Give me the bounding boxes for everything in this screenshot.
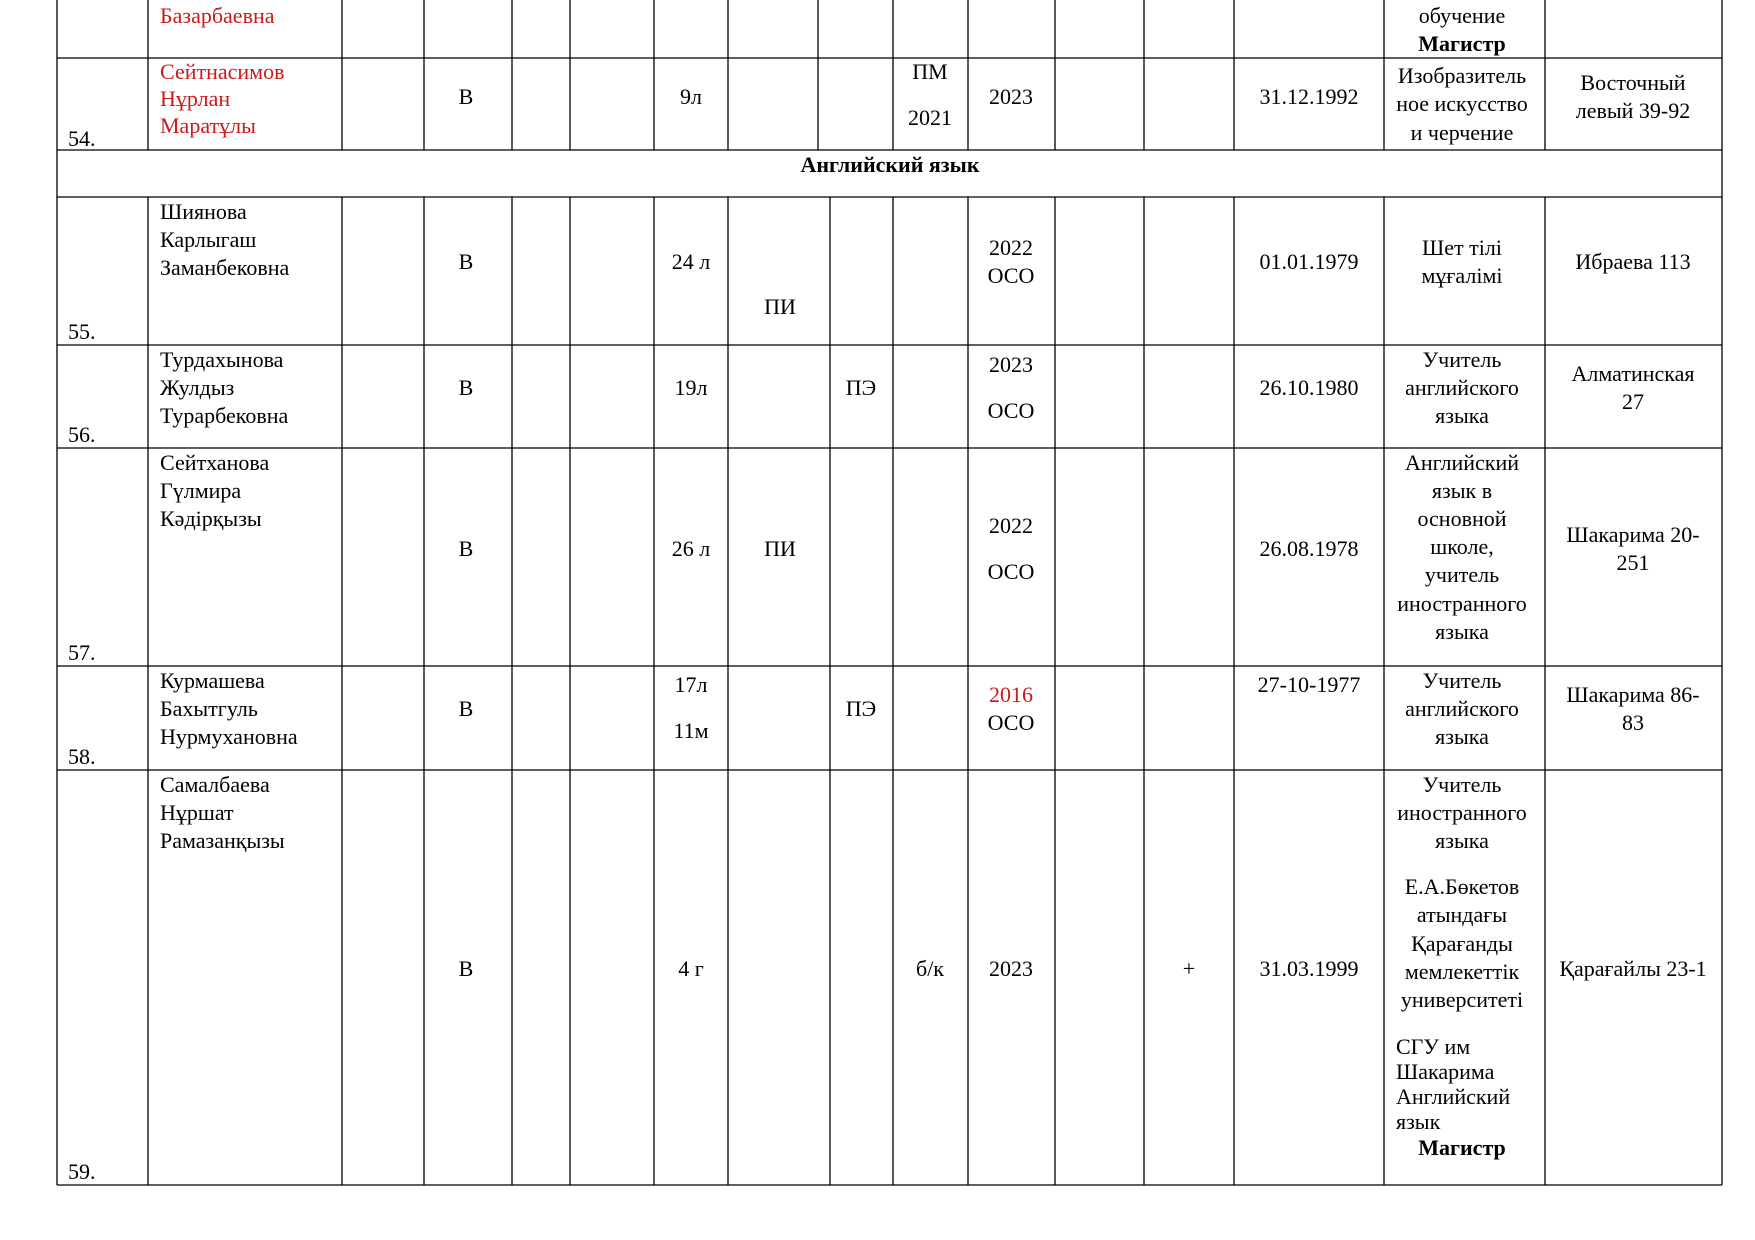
experience: 24 л [671,249,711,274]
specialty: Английский [1404,450,1520,475]
teacher-name: Базарбаевна [160,3,275,28]
degree: Магистр [1418,1135,1506,1160]
experience: 9л [680,84,702,109]
row-number: 59. [68,1159,96,1184]
row-number: 56. [68,422,96,447]
attestation-type: ОСО [987,263,1035,288]
attestation-year: 2022 [989,235,1033,260]
teacher-name-surname: Курмашева [160,668,265,693]
birth-date: 26.10.1980 [1259,375,1359,400]
birth-date: 01.01.1979 [1259,249,1359,274]
course-year: 2021 [908,105,952,130]
attestation-year: 2022 [989,513,1033,538]
row-number: 55. [68,319,96,344]
specialty: ное искусство [1396,91,1528,116]
address: 27 [1622,389,1644,414]
birth-date: 31.03.1999 [1259,956,1359,981]
plus-mark: + [1182,956,1196,981]
teacher-name-patronymic: Заманбековна [160,255,290,280]
category: В [458,84,474,109]
attestation-year: 2023 [989,84,1033,109]
specialty: английского [1405,375,1519,400]
degree: Магистр [1418,31,1506,56]
specialty: язык в [1431,478,1493,503]
specialty: школе, [1430,534,1494,559]
attestation-type: ОСО [987,398,1035,423]
specialty: иностранного [1397,591,1527,616]
row-number: 57. [68,640,96,665]
specialty: Учитель [1422,668,1502,693]
teacher-name-patronymic: Рамазанқызы [160,828,285,853]
specialty: языка [1435,619,1489,644]
university: университеті [1400,987,1524,1012]
teacher-name-first: Нұршат [160,800,234,825]
attestation-type: ОСО [987,559,1035,584]
address: левый 39-92 [1575,98,1691,123]
university: СГУ им [1396,1034,1471,1059]
qualification: ПИ [764,536,796,561]
birth-date: 27-10-1977 [1257,672,1361,697]
specialty: учитель [1424,562,1500,587]
teacher-name-surname: Самалбаева [160,772,270,797]
category: В [458,375,474,400]
teacher-name-surname: Сейтханова [160,450,270,475]
specialty: и черчение [1410,120,1514,145]
section-heading: Английский язык [800,152,980,177]
specialty: иностранного [1397,800,1527,825]
university: мемлекеттік [1404,959,1520,984]
address: Ибраева 113 [1575,249,1691,274]
row-number: 54. [68,126,96,151]
teacher-name-patronymic: Турарбековна [160,403,289,428]
specialty: языка [1435,403,1489,428]
experience-months: 11м [673,718,709,743]
row-number: 58. [68,744,96,769]
category: В [458,956,474,981]
teacher-name-first: Жулдыз [160,375,235,400]
university: Қарағанды [1411,931,1513,956]
address: Шакарима 20- [1566,522,1700,547]
attestation-year: 2023 [989,956,1033,981]
specialty: основной [1417,506,1507,531]
specialty: языка [1435,828,1489,853]
specialty: английского [1405,696,1519,721]
teacher-name-surname: Турдахынова [160,347,284,372]
specialty: обучение [1418,3,1506,28]
teacher-name-first: Гүлмира [160,478,242,503]
category: В [458,696,474,721]
address: 251 [1616,550,1650,575]
birth-date: 26.08.1978 [1259,536,1359,561]
birth-date: 31.12.1992 [1259,84,1359,109]
teacher-name-surname: Шиянова [160,199,247,224]
course-type: б/к [916,956,944,981]
specialty: язык [1396,1109,1441,1134]
attestation-year: 2016 [989,682,1033,707]
teacher-name-patronymic: Кәдірқызы [160,506,262,531]
address: 83 [1622,710,1644,735]
attestation-year: 2023 [989,352,1033,377]
category: В [458,536,474,561]
specialty: Английский [1396,1084,1511,1109]
specialty: мұғалімі [1421,263,1503,288]
category: В [458,249,474,274]
qualification: ПЭ [845,375,877,400]
teacher-name-first: Бахытгуль [160,696,258,721]
teacher-name-first: Нұрлан [160,86,231,111]
attestation-type: ОСО [987,710,1035,735]
address: Шакарима 86- [1566,682,1700,707]
experience: 4 г [678,956,704,981]
experience: 26 л [671,536,711,561]
address: Қарағайлы 23-1 [1559,956,1707,981]
teacher-name-patronymic: Нурмухановна [160,724,298,749]
experience: 19л [674,375,708,400]
course-type: ПМ [912,59,948,84]
teacher-name-surname: Сейтнасимов [160,59,285,84]
specialty: Учитель [1422,347,1502,372]
specialty: языка [1435,724,1489,749]
address: Восточный [1580,70,1686,95]
university: Е.А.Бөкетов [1404,874,1520,899]
university: атындағы [1416,902,1508,927]
specialty: Изобразитель [1397,63,1527,88]
address: Алматинская [1571,361,1695,386]
qualification: ПИ [764,294,796,319]
teacher-name-patronymic: Маратұлы [160,113,256,138]
teacher-name-first: Карлыгаш [160,227,257,252]
specialty: Учитель [1422,772,1502,797]
university: Шакарима [1396,1059,1495,1084]
experience-years: 17л [674,672,708,697]
specialty: Шет тілі [1422,235,1502,260]
qualification: ПЭ [845,696,877,721]
